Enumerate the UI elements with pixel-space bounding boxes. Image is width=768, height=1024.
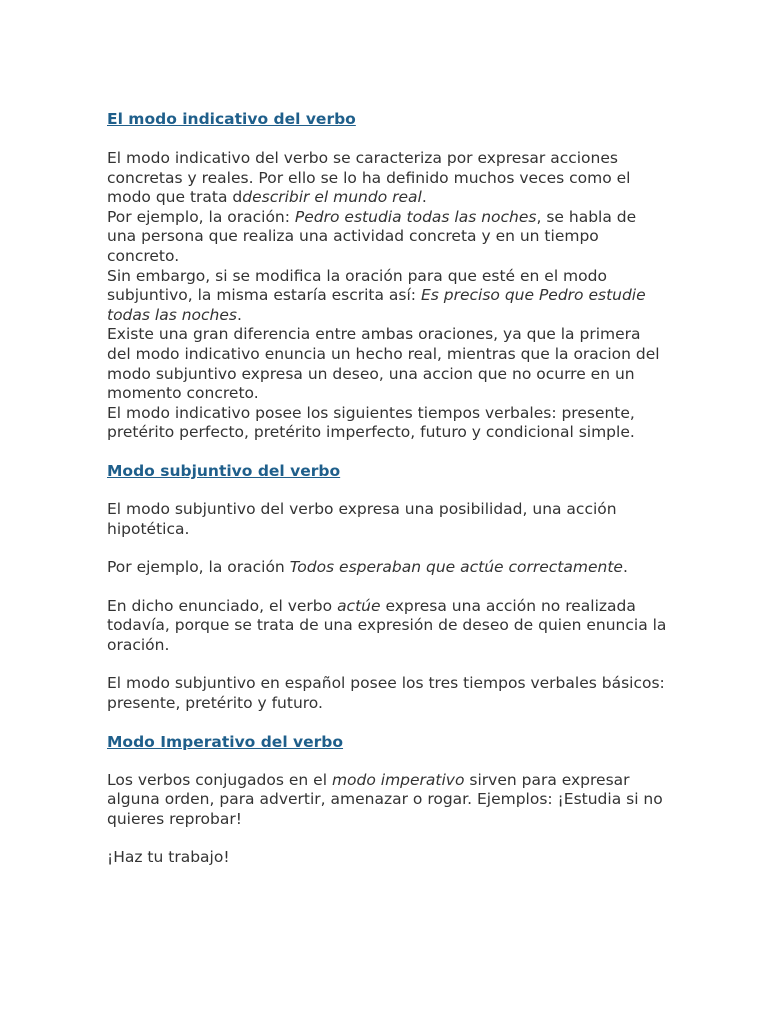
italic-text: Pedro estudia todas las noches	[294, 207, 537, 226]
section-title-subjuntivo[interactable]: Modo subjuntivo del verbo	[107, 461, 341, 480]
italic-text: Todos esperaban que actúe correctamente	[289, 558, 623, 577]
text-run: Por ejemplo, la oración	[107, 558, 290, 577]
section-title-imperativo[interactable]: Modo Imperativo del verbo	[107, 732, 344, 751]
text-run: Los verbos conjugados en el	[107, 770, 332, 789]
text-run: expresa una acción no realizada todavía, porque se trata de una expresión de deseo de quien enuncia la oración.	[107, 596, 667, 654]
paragraph	[107, 149, 667, 208]
text-run: Por ejemplo, la oración:	[107, 207, 295, 226]
document-page	[107, 109, 667, 868]
text-run: El modo indicativo del verbo se caracteriza por expresar acciones concretas y reales. Por ello se lo ha definido muchos veces como el modo que trata d	[107, 149, 631, 207]
paragraph	[107, 771, 667, 830]
paragraph: ¡Haz tu trabajo!	[107, 848, 230, 867]
text-run: .	[236, 305, 242, 324]
text-run: En dicho enunciado, el verbo	[107, 596, 338, 615]
section-title-indicativo[interactable]: El modo indicativo del verbo	[107, 110, 356, 128]
text-run: .	[421, 188, 427, 207]
paragraph	[107, 558, 667, 578]
paragraph	[107, 208, 667, 267]
paragraph: El modo subjuntivo en español posee los tres tiempos verbales básicos: presente, pretérito y futuro.	[107, 674, 665, 713]
text-run: Sin embargo, si se modifica la oración para que esté en el modo subjuntivo, la misma estaría escrita así:	[107, 266, 607, 305]
text-run: .	[622, 558, 628, 577]
italic-text: actúe	[337, 596, 381, 615]
text-run: sirven para expresar alguna orden, para advertir, amenazar o rogar. Ejemplos: ¡Estudia si no quieres reprobar!	[107, 770, 663, 828]
paragraph	[107, 267, 667, 326]
italic-text: modo imperativo	[331, 770, 465, 789]
italic-text: Es preciso que Pedro estudie todas las noches	[107, 286, 646, 324]
paragraph: El modo indicativo posee los siguientes tiempos verbales: presente, pretérito perfecto, pretérito imperfecto, futuro y condicional simple.	[107, 403, 635, 442]
paragraph: Existe una gran diferencia entre ambas oraciones, ya que la primera del modo indicativo enuncia un hecho real, mientras que la oracion del modo subjuntivo expresa un deseo, una accion que no ocurre en un momento concreto.	[107, 325, 660, 403]
paragraph: El modo subjuntivo del verbo expresa una posibilidad, una acción hipotética.	[107, 499, 617, 538]
paragraph	[107, 597, 667, 656]
text-run: , se habla de una persona que realiza una actividad concreta y en un tiempo concreto.	[107, 207, 637, 265]
italic-text: describir el mundo real	[242, 188, 422, 207]
